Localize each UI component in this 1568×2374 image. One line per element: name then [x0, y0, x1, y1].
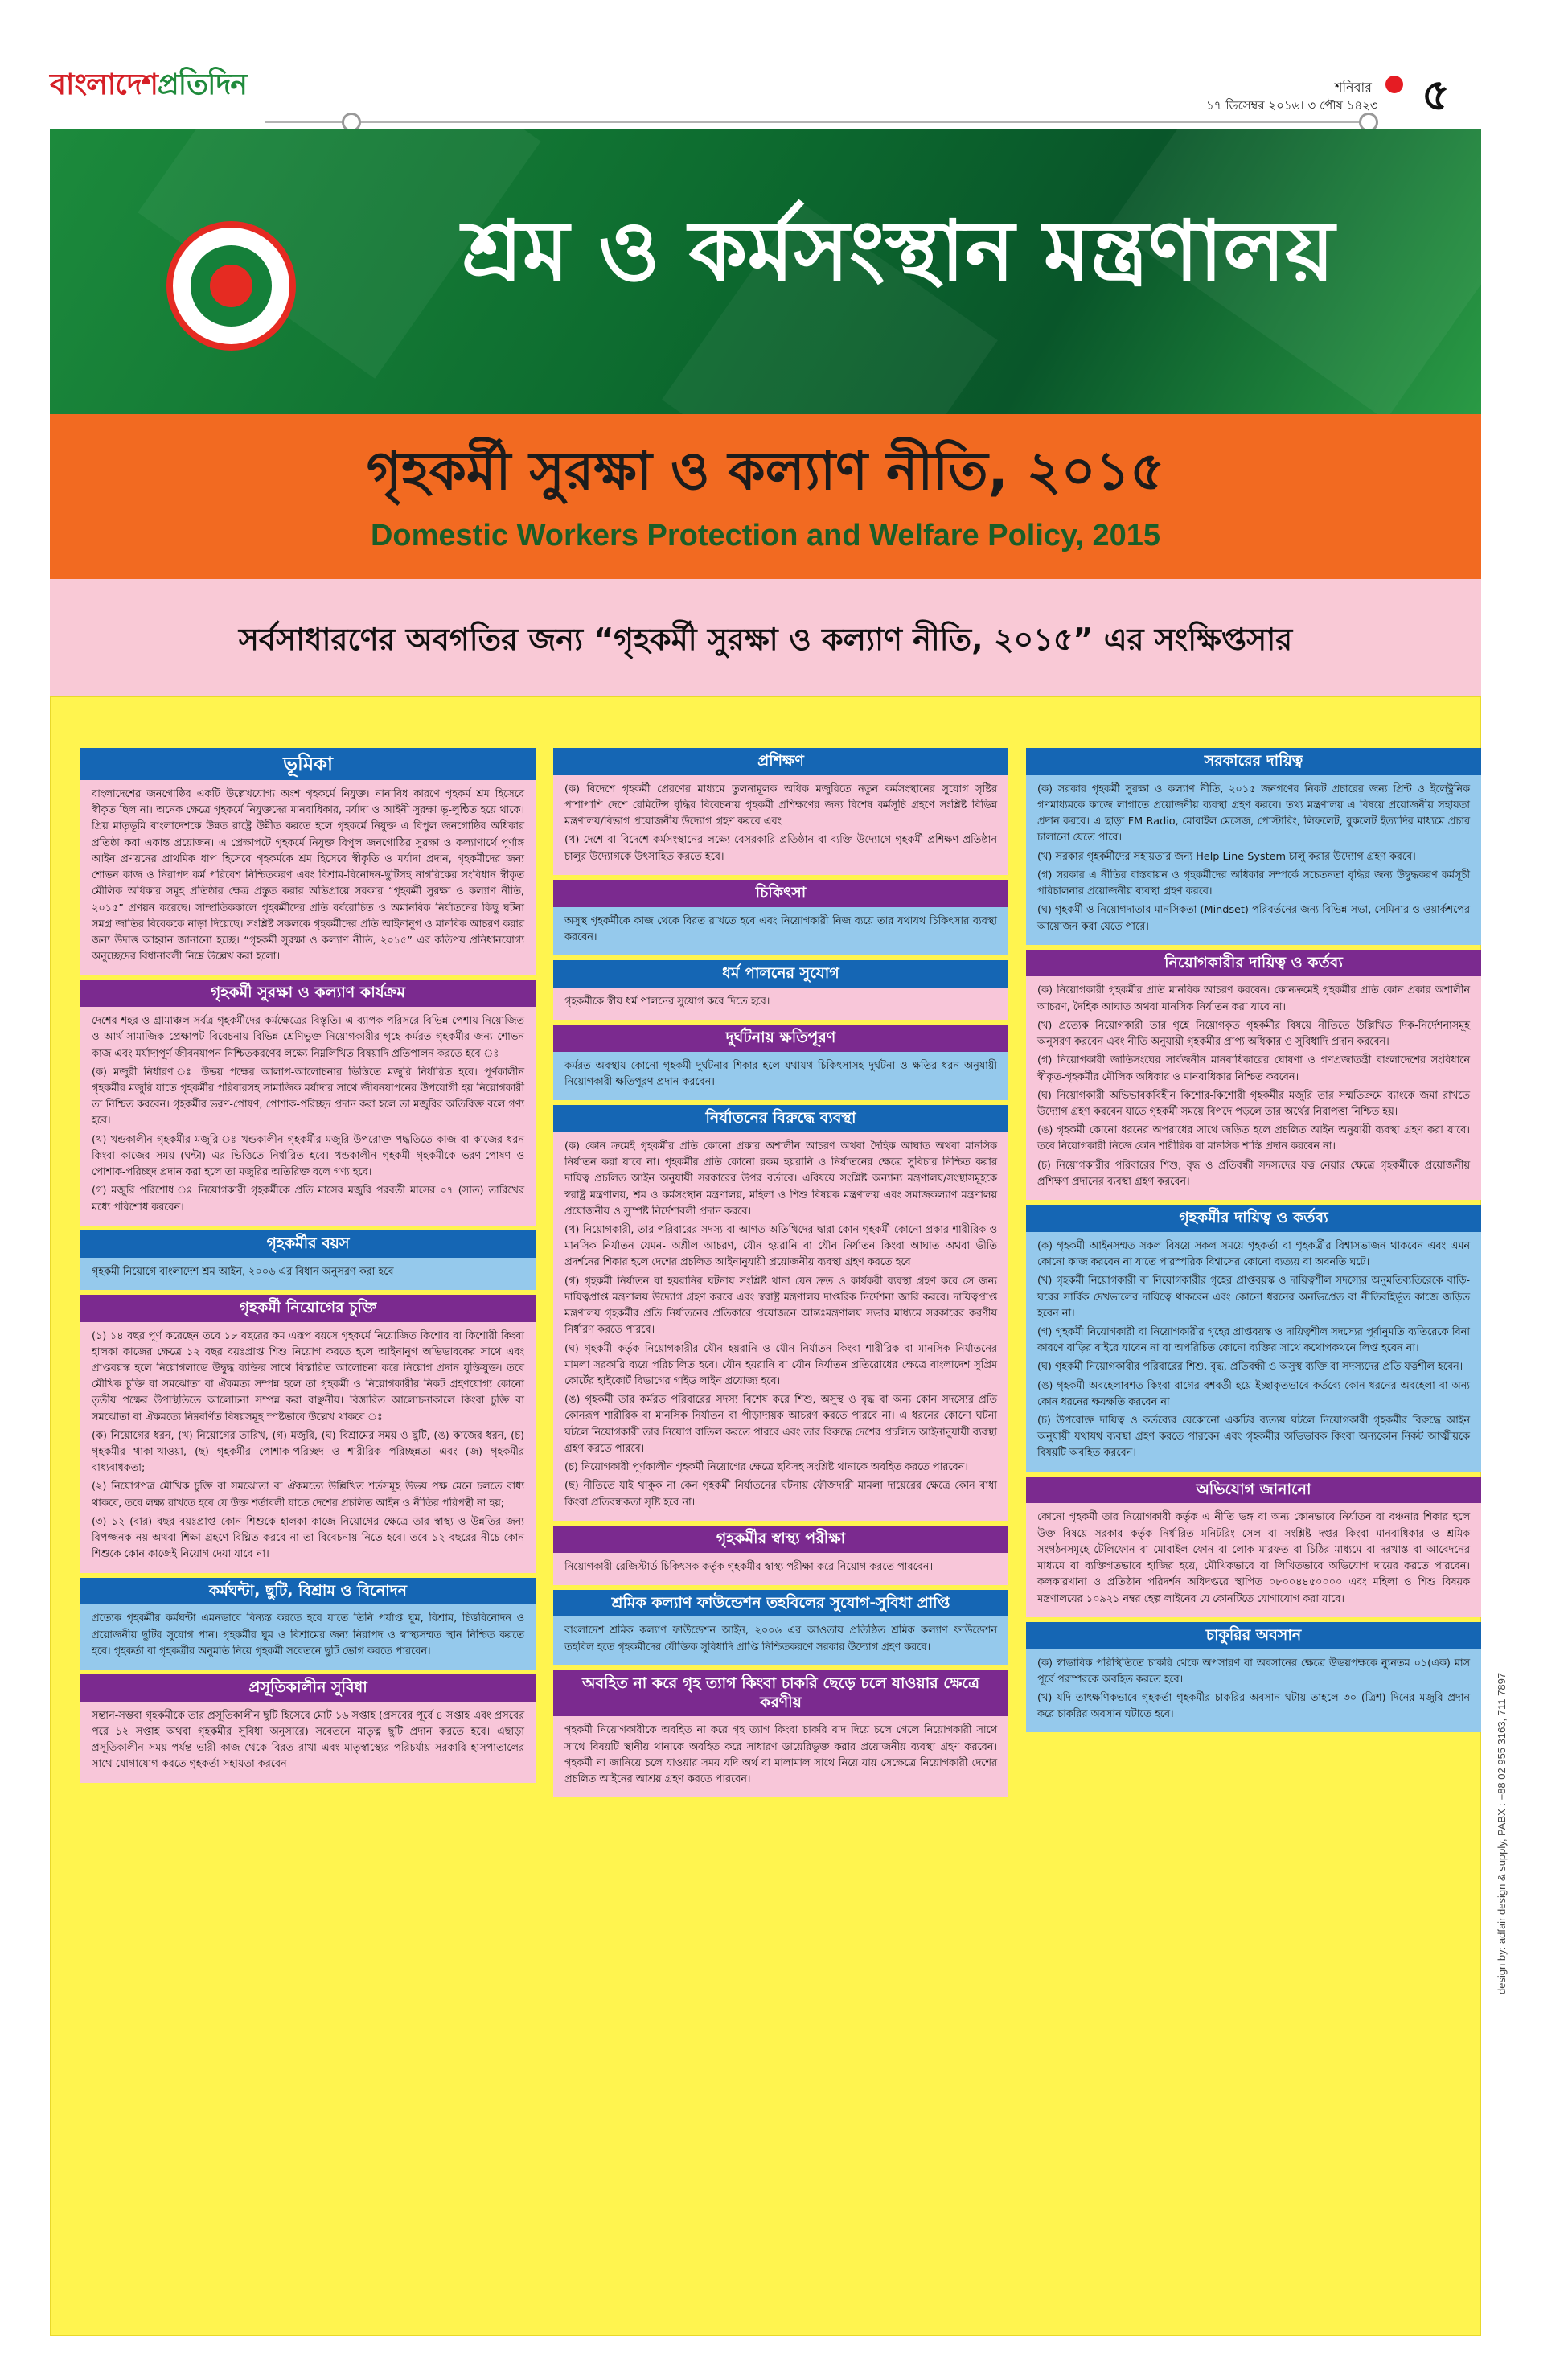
section-paragraph: দেশের শহর ও গ্রামাঞ্চল-সর্বত্র গৃহকর্মীদের কর্মক্ষেত্রের বিস্তৃতি। এ ব্যাপক পরিসরে বিভিন্ন পেশায় নিয়োজিত ও আর্থ-সামাজিক প্রেক্ষাপট বিবেচনায় বিভিন্ন শ্রেণিভুক্ত নিয়োগকারীর গৃহে কর্মরত গৃহকর্মীর জন্য শোভন কাজ এবং মর্যাদাপূর্ণ জীবনযাপন নিশ্চিতকরণের লক্ষ্যে নিম্নলিখিত বিষয়াদি প্রতিপালন করতে হবে ঃ — [92, 1015, 524, 1060]
section-paragraph: (ক) গৃহকর্মী আইনসম্মত সকল বিষয়ে সকল সময়ে গৃহকর্তা বা গৃহকর্ত্রীর বিশ্বাসভাজন থাকবেন এবং এমন কোনো কাজ করবেন না যাতে পারস্পরিক বিশ্বাসের কোনো ব্যত্যয় বা অবনতি ঘটে। — [1037, 1239, 1470, 1269]
ministry-banner — [50, 129, 1481, 414]
section-body — [1026, 976, 1481, 1200]
section-title: চাকুরির অবসান — [1026, 1622, 1481, 1649]
policy-title-english: Domestic Workers Protection and Welfare Policy, 2015 — [370, 519, 1161, 552]
section-paragraph: (গ) মজুরি পরিশোধ ঃ নিয়োগকারী গৃহকর্মীকে প্রতি মাসের মজুরি পরবর্তী মাসের ০৭ (সাত) তারিখের মধ্যে পরিশোধ করবেন। — [92, 1185, 524, 1214]
section-paragraph: (গ) সরকার এ নীতির বাস্তবায়ন ও গৃহকর্মীদের অধিকার সম্পর্কে সচেতনতা বৃদ্ধির জন্য উদ্বুদ্ধকরণ কর্মসূচী পরিচালনার প্রয়োজনীয় ব্যবস্থা গ্রহণ করবে। — [1037, 869, 1470, 898]
section-paragraph: (ক) কোন ক্রমেই গৃহকর্মীর প্রতি কোনো প্রকার অশালীন আচরণ অথবা দৈহিক আঘাত অথবা মানসিক নির্যাতন করা যাবে না। গৃহকর্মীর প্রতি কোনো রকম হয়রানি ও নির্যাতনের ক্ষেত্রে সুবিচার নিশ্চিত করার দায়িত্ব প্রচলিত আইন অনুযায়ী সরকারের উপর বর্তাবে। এবিষয়ে সংশ্লিষ্ট অন্যান্য মন্ত্রণালয়/সংস্থাসমূহকে স্বরাষ্ট্র মন্ত্রণালয়, শ্রম ও কর্মসংস্থান মন্ত্রণালয়, মহিলা ও শিশু বিষয়ক মন্ত্রণালয় এবং সমাজকল্যাণ মন্ত্রণালয় প্রয়োজনীয় ও সুস্পষ্ট নির্দেশাবলী প্রদান করবে। — [564, 1140, 997, 1218]
section-paragraph: সন্তান-সম্ভবা গৃহকর্মীকে তার প্রসূতিকালীন ছুটি হিসেবে মোট ১৬ সপ্তাহ (প্রসবের পূর্বে ৪ সপ্তাহ এবং প্রসবের পরে ১২ সপ্তাহ অথবা গৃহকর্মীর সুবিধা অনুসারে) সবেতনে মাতৃত্ব ছুটি প্রদান করতে হবে। এছাড়া প্রসূতিকালীন সময় পর্যন্ত ভারী কাজ থেকে বিরত রাখা এবং মাতৃস্বাস্থ্যের পরিচর্যায় সরকারি হাসপাতালের সাথে যোগাযোগ করতে গৃহকর্তা সহায়তা করবেন। — [92, 1709, 524, 1771]
issue-date: ১৭ ডিসেম্বর ২০১৬। ৩ পৌষ ১৪২৩ — [1206, 98, 1378, 113]
section-body — [80, 1702, 536, 1783]
summary-band — [50, 579, 1481, 696]
section-title: গৃহকর্মী নিয়োগের চুক্তি — [80, 1295, 536, 1322]
section-paragraph: (ক) নিয়োগকারী গৃহকর্মীর প্রতি মানবিক আচরণ করবেন। কোনক্রমেই গৃহকর্মীর প্রতি কোন প্রকার অশালীন আচরণ, দৈহিক আঘাত অথবা মানসিক নির্যাতন করা যাবে না। — [1037, 984, 1470, 1013]
section-body — [1026, 1232, 1481, 1472]
section-paragraph: অসুস্থ গৃহকর্মীকে কাজ থেকে বিরত রাখতে হবে এবং নিয়োগকারী নিজ ব্যয়ে তার যথাযথ চিকিৎসার ব্যবস্থা করবেন। — [564, 914, 997, 943]
section-paragraph: (গ) গৃহকর্মী নিয়োগকারী বা নিয়োগকারীর গৃহের প্রাপ্তবয়স্ক ও দায়িত্বশীল সদস্যের পূর্বানুমতি ব্যতিরেকে বিনা কারণে বাড়ির বাইরে যাবেন না বা অপরিচিত কোনো ব্যক্তির সাথে কথোপকথনে লিপ্ত হবেন না। — [1037, 1325, 1470, 1355]
masthead-rule — [265, 121, 1367, 123]
issue-day: শনিবার — [1335, 80, 1372, 95]
section-paragraph: (ঙ) গৃহকর্মী কোনো ধরনের অপরাধের সাথে জড়িত হলে প্রচলিত আইন অনুযায়ী ব্যবস্থা গ্রহণ করা যাবে। তবে নিয়োগকারী নিজে কোন শারীরিক বা মানসিক শাস্তি প্রদান করবেন না। — [1037, 1124, 1470, 1153]
section-paragraph: (ঘ) নিয়োগকারী অভিভাবকবিহীন কিশোর-কিশোরী গৃহকর্মীর মজুরি তার সম্মতিক্রমে ব্যাংকে জমা রাখতে উদ্যোগ গ্রহণ করবেন যাতে গৃহকর্মী সময়ে বিপদে পড়লে তার অর্থের নিরাপত্তা নিশ্চিত হয়। — [1037, 1089, 1470, 1118]
section-body — [80, 1604, 536, 1670]
section-title: গৃহকর্মীর বয়স — [80, 1230, 536, 1258]
section-title: অভিযোগ জানানো — [1026, 1477, 1481, 1504]
section-paragraph: (ক) সরকার গৃহকর্মী সুরক্ষা ও কল্যাণ নীতি, ২০১৫ জনগণের নিকট প্রচারের জন্য প্রিন্ট ও ইলেক্ট্রনিক গণমাধ্যমকে কাজে লাগাতে প্রয়োজনীয় ব্যবস্থা গ্রহণ করবে। তথ্য মন্ত্রণালয় এ বিষয়ে প্রয়োজনীয় সহায়তা প্রদান করবে। এ ছাড়া FM Radio, মোবাইল মেসেজ, পোস্টারিং, লিফলেট, বুকলেট ইত্যাদির মাধ্যমে প্রচার চালানো যেতে পারে। — [1037, 782, 1470, 844]
section-body — [553, 1553, 1008, 1585]
column-middle — [553, 743, 1008, 1797]
section-body — [80, 1322, 536, 1573]
column-right — [1026, 743, 1481, 1732]
section-paragraph: (ছ) নীতিতে যাই থাকুক না কেন গৃহকর্মী নির্যাতনের ঘটনায় ফৌজদারী মামলা দায়েরের ক্ষেত্রে কোন বাধা কিংবা প্রতিবন্ধকতা সৃষ্টি হবে না। — [564, 1480, 997, 1509]
section-paragraph: (খ) যদি তাৎক্ষণিকভাবে গৃহকর্তা গৃহকর্মীর চাকরির অবসান ঘটায় তাহলে ৩০ (ত্রিশ) দিনের মজুরি প্রদান করে চাকরির অবসান ঘটাতে হবে। — [1037, 1691, 1470, 1721]
section-title: গৃহকর্মীর দায়িত্ব ও কর্তব্য — [1026, 1205, 1481, 1232]
page-number: ৫ — [1422, 69, 1451, 120]
section-paragraph: (ঙ) গৃহকর্মী তার কর্মরত পরিবারের সদস্য বিশেষ করে শিশু, অসুস্থ ও বৃদ্ধ বা অন্য কোন সদস্যের প্রতি কোনরূপ শারীরিক বা মানসিক নির্যাতন বা পীড়াদায়ক আচরণ করতে পারবে না। এ ধরনের কোনো ঘটনা ঘটলে নিয়োগকারী তার নিয়োগ বাতিল করতে পারবে এবং তার বিরুদ্ধে দেশের প্রচলিত আইনানুযায়ী ব্যবস্থা গ্রহণ করতে পারবে। — [564, 1394, 997, 1455]
policy-title-band — [50, 414, 1481, 579]
section-paragraph: প্রত্যেক গৃহকর্মীর কর্মঘন্টা এমনভাবে বিন্যস্ত করতে হবে যাতে তিনি পর্যাপ্ত ঘুম, বিশ্রাম, চিত্তবিনোদন ও প্রয়োজনীয় ছুটির সুযোগ পান। গৃহকর্মীর ঘুম ও বিশ্রামের জন্য নিরাপদ ও স্বাস্থ্যসম্মত স্থান নিশ্চিত করতে হবে। গৃহকর্তা বা গৃহকর্ত্রীর অনুমতি নিয়ে গৃহকর্মী সবেতনে ছুটি ভোগ করতে পারবেন। — [92, 1612, 524, 1657]
section-body — [80, 1258, 536, 1290]
section-paragraph: (গ) নিয়োগকারী জাতিসংঘের সার্বজনীন মানবাধিকারের ঘোষণা ও গণপ্রজাতন্ত্রী বাংলাদেশের সংবিধানে স্বীকৃত-গৃহকর্মীর মৌলিক অধিকার ও মানবাধিকার নিশ্চিত করবেন। — [1037, 1054, 1470, 1083]
section-paragraph: বাংলাদেশের জনগোষ্ঠির একটি উল্লেখযোগ্য অংশ গৃহকর্মে নিযুক্ত। নানাবিধ কারণে গৃহকর্ম শ্রম হিসেবে স্বীকৃত ছিল না। অনেক ক্ষেত্রে গৃহকর্মে নিযুক্তদের মানবাধিকার, মর্যাদা ও আইনী সুরক্ষা ভূ-লুন্ঠিত হয়ে থাকে। প্রিয় মাতৃভূমি বাংলাদেশকে উন্নত রাষ্ট্রে উন্নীত করতে হলে গৃহকর্মে নিযুক্ত এ বিপুল জনগোষ্ঠির অধিকার প্রতিষ্ঠা করা একান্ত প্রয়োজন। এ প্রেক্ষাপটে গৃহকর্মে নিযুক্ত বিপুল জনগোষ্ঠির সুরক্ষা ও কল্যাণার্থে পূর্ণাঙ্গ আইন প্রণয়নের প্রাথমিক ধাপ হিসেবে গৃহকর্মকে শ্রম হিসেবে স্বীকৃতি ও মর্যাদা প্রদান, গৃহকর্মীদের জন্য শোভন কাজ ও নিরাপদ কর্ম পরিবেশ নিশ্চিতকরণ এবং বিশ্রাম-বিনোদন-ছুটিসহ নাগরিকের সংবিধান স্বীকৃত মৌলিক অধিকার সমূহ প্রতিষ্ঠার ক্ষেত্র প্রস্তুত করার অভিপ্রায়ে সরকার “গৃহকর্মী সুরক্ষা ও কল্যাণ নীতি, ২০১৫” প্রণয়ন করেছে। সাম্প্রতিককালে গৃহকর্মীদের প্রতি বর্বরোচিত ও অমানবিক নির্যাতনের কিছু ঘটনা সমগ্র জাতির বিবেককে নাড়া দিয়েছে। সংশ্লিষ্ট সকলকে গৃহকর্মীদের প্রতি আইনানুগ ও মানবিক আচরণ করার জন্য উদাত্ত আহ্বান জানানো হচ্ছে। “গৃহকর্মী সুরক্ষা ও কল্যাণ নীতি, ২০১৫” এর কতিপয় প্রনিধানযোগ্য অনুচ্ছেদের বিধানাবলী নিম্নে উল্লেখ করা হলো। — [92, 788, 524, 963]
logo-part-a: বাংলাদেশ — [50, 68, 158, 101]
section-paragraph: বাংলাদেশ শ্রমিক কল্যাণ ফাউন্ডেশন আইন, ২০০৬ এর আওতায় প্রতিষ্ঠিত শ্রমিক কল্যাণ ফাউন্ডেশন তহবিল হতে গৃহকর্মীদের যৌক্তিক সুবিধাদি প্রাপ্তি নিশ্চিতকরণে সরকার উদ্যোগ গ্রহণ করবে। — [564, 1624, 997, 1653]
seal-inner — [191, 245, 272, 327]
section-title: ধর্ম পালনের সুযোগ — [553, 960, 1008, 988]
section-paragraph: গৃহকর্মীকে স্বীয় ধর্ম পালনের সুযোগ করে দিতে হবে। — [564, 995, 770, 1008]
section-body — [553, 1716, 1008, 1797]
column-left — [80, 743, 536, 1783]
section-paragraph: (খ) খন্ডকালীন গৃহকর্মীর মজুরি ঃ খন্ডকালীন গৃহকর্মীর মজুরি উপরোক্ত পদ্ধতিতে কাজ বা কাজের ধরন কিংবা কাজের সময় (ঘন্টা) এর ভিত্তিতে নির্ধারিত হবে। খন্ডকালীন গৃহকর্মী গৃহকর্মীকে ভরণ-পোষণ ও পোশাক-পরিচ্ছদ প্রদান করা হলে তা মজুরির অতিরিক্ত বলে গণ্য হবে। — [92, 1133, 524, 1179]
summary-heading: সর্বসাধারণের অবগতির জন্য “গৃহকর্মী সুরক্ষা ও কল্যাণ নীতি, ২০১৫” এর সংক্ষিপ্তসার — [238, 622, 1293, 657]
section-paragraph: (ক) মজুরী নির্ধারণ ঃ উভয় পক্ষের আলাপ-আলোচনার ভিত্তিতে মজুরি নির্ধারিত হবে। পূর্ণকালীন গৃহকর্মীর মজুরি যাতে গৃহকর্মীর পরিবারসহ সামাজিক মর্যাদার সাথে জীবনযাপনের উপযোগী হয় নিয়োগকারী তা নিশ্চিত করবেন। গৃহকর্মীর ভরণ-পোষণ, পোশাক-পরিচ্ছদ প্রদান করা হলে তা মজুরির অতিরিক্ত বলে গণ্য হবে। — [92, 1066, 524, 1127]
section-body — [553, 907, 1008, 955]
seal-disc — [210, 265, 252, 307]
section-paragraph: (ক) বিদেশে গৃহকর্মী প্রেরণের মাধ্যমে তুলনামূলক অধিক মজুরিতে নতুন কর্মসংস্থানের সুযোগ সৃষ্টির পাশাপাশি দেশে রেমিটেন্স বৃদ্ধির বিবেচনায় গৃহকর্মী প্রশিক্ষণের জন্য বিশেষ কর্মসূচি গ্রহণে সংশ্লিষ্ট বিভিন্ন মন্ত্রণালয়/বিভাগ প্রয়োজনীয় উদ্যোগ গ্রহণ করবে এবং — [564, 782, 997, 828]
section-title: গৃহকর্মীর স্বাস্থ্য পরীক্ষা — [553, 1526, 1008, 1553]
policy-title-bangla: গৃহকর্মী সুরক্ষা ও কল্যাণ নীতি, ২০১৫ — [366, 440, 1165, 502]
section-title: চিকিৎসা — [553, 880, 1008, 907]
section-title: দুর্ঘটনায় ক্ষতিপূরণ — [553, 1025, 1008, 1052]
section-title: শ্রমিক কল্যাণ ফাউন্ডেশন তহবিলের সুযোগ-সুবিধা প্রাপ্তি — [553, 1590, 1008, 1617]
design-credit: design by: adfair design & supply, PABX : +88 02 955 3163, 711 7897 — [1496, 1672, 1508, 1994]
section-paragraph: গৃহকর্মী নিয়োগে বাংলাদেশ শ্রম আইন, ২০০৬ এর বিধান অনুসরণ করা হবে। — [92, 1265, 398, 1278]
section-paragraph: (ঘ) গৃহকর্মী ও নিয়োগদাতার মানসিকতা (Mindset) পরিবর্তনের জন্য বিভিন্ন সভা, সেমিনার ও ওয়ার্কশপের আয়োজন করা যেতে পারে। — [1037, 904, 1470, 933]
section-paragraph: (২) নিয়োগপত্র মৌখিক চুক্তি বা সমঝোতা বা ঐকমত্যে উল্লিখিত শর্তসমূহ উভয় পক্ষ মেনে চলতে বাধ্য থাকবে, তবে লক্ষ্য রাখতে হবে যে উক্ত শর্তাবলী যাতে দেশের প্রচলিত আইন ও নীতির পরিপন্থী না হয়; — [92, 1481, 524, 1509]
section-body — [553, 1052, 1008, 1100]
section-paragraph: (১) ১৪ বছর পূর্ণ করেছেন তবে ১৮ বছরের কম এরূপ বয়সে গৃহকর্মে নিয়োজিত কিশোর বা কিশোরী কিংবা হালকা কাজের ক্ষেত্রে ১২ বছর বয়ঃপ্রাপ্ত শিশু নিয়োগ করতে হলে আইনানুগ অভিভাবকের সাথে এবং প্রাপ্তবয়স্ক হলে নিয়োগলাভে উদ্বুদ্ধ ব্যক্তির সাথে বিস্তারিত আলোচনা করে নিয়োগ প্রদান যুক্তিযুক্ত। তবে মৌখিক চুক্তি বা সমঝোতা বা ঐকমত্য সম্পন্ন হলে তা গৃহকর্মী ও নিয়োগকারীর নিকট গ্রহণযোগ্য কোনো তৃতীয় পক্ষের উপস্থিতিতে আলোচনা সম্পন্ন করা বাঞ্ছনীয়। বিস্তারিত আলোচনাকালে কিংবা চুক্তি বা সমঝোতা বা ঐকমত্যে নিম্নবর্ণিত বিষয়সমূহ স্পষ্টভাবে উল্লেখ থাকবে ঃ — [92, 1329, 524, 1423]
section-paragraph: (ক) নিয়োগের ধরন, (খ) নিয়োগের তারিখ, (গ) মজুরি, (ঘ) বিশ্রামের সময় ও ছুটি, (ঙ) কাজের ধরন, (চ) গৃহকর্মীর থাকা-খাওয়া, (ছ) গৃহকর্মীর পোশাক-পরিচ্ছদ ও শারীরিক পরিচ্ছন্নতা এবং (জ) গৃহকর্মীর বাধ্যবাধকতা; — [92, 1429, 524, 1475]
section-title: কর্মঘন্টা, ছুটি, বিশ্রাম ও বিনোদন — [80, 1578, 536, 1605]
section-paragraph: কোনো গৃহকর্মী তার নিয়োগকারী কর্তৃক এ নীতি ভঙ্গ বা অন্য কোনভাবে নির্যাতন বা বঞ্চনার শিকার হলে উক্ত বিষয়ে সরকার কর্তৃক নির্ধারিত মনিটরিং সেল বা সংশ্লিষ্ট দপ্তর কিংবা মানবাধিকার ও শ্রমিক সংগঠনসমূহে টেলিফোন বা মোবাইল ফোন বা লোক মারফত বা চিঠির মাধ্যমে বা দরখাস্ত বা আবেদনের মাধ্যমে বা ব্যক্তিগতভাবে হাজির হয়ে, মৌখিকভাবে বা লিখিতভাবে অভিযোগ দায়ের করতে পারবেন। কলকারখানা ও প্রতিষ্ঠান পরিদর্শন অধিদপ্তরে স্থাপিত ০৮০০৪৪৫০০০০ এবং মহিলা ও শিশু বিষয়ক মন্ত্রণালয়ের ১০৯২১ নম্বর হেল্প লাইনের যে কোনটিতে যোগাযোগ করা যাবে। — [1037, 1511, 1470, 1605]
section-body — [1026, 775, 1481, 945]
section-title: ভূমিকা — [80, 748, 536, 780]
section-title: নির্যাতনের বিরুদ্ধে ব্যবস্থা — [553, 1105, 1008, 1132]
section-paragraph: (ঘ) গৃহকর্মী কর্তৃক নিয়োগকারীর যৌন হয়রানি ও যৌন নির্যাতন কিংবা শারীরিক বা মানসিক নির্যাতনের মামলা সরকারি ব্যয়ে পরিচালিত হবে। যৌন হয়রানি বা যৌন নির্যাতন প্রতিরোধের ক্ষেত্রে বাংলাদেশ সুপ্রিম কোর্টের হাইকোর্ট বিভাগের গাইড লাইন প্রযোজ্য হবে। — [564, 1342, 997, 1387]
logo-part-b: প্রতিদিন — [157, 68, 247, 101]
section-paragraph: কর্মরত অবস্থায় কোনো গৃহকর্মী দুর্ঘটনার শিকার হলে যথাযথ চিকিৎসাসহ দুর্ঘটনা ও ক্ষতির ধরন অনুযায়ী নিয়োগকারী ক্ষতিপূরণ প্রদান করবেন। — [564, 1059, 997, 1088]
section-title: গৃহকর্মী সুরক্ষা ও কল্যাণ কার্যক্রম — [80, 980, 536, 1007]
section-title: নিয়োগকারীর দায়িত্ব ও কর্তব্য — [1026, 950, 1481, 977]
section-body — [80, 780, 536, 975]
section-title: প্রশিক্ষণ — [553, 748, 1008, 775]
section-title: অবহিত না করে গৃহ ত্যাগ কিংবা চাকরি ছেড়ে চলে যাওয়ার ক্ষেত্রে করণীয় — [553, 1670, 1008, 1717]
section-paragraph: (চ) উপরোক্ত দায়িত্ব ও কর্তব্যের যেকোনো একটির ব্যত্যয় ঘটলে নিয়োগকারী গৃহকর্মীর বিরুদ্ধে আইন অনুযায়ী যথাযথ ব্যবস্থা গ্রহণ করতে পারবেন এবং গৃহকর্মীর অভিভাবক কিংবা অন্যকোন নিকট আত্মীয়কে বিষয়টি অবহিত করবেন। — [1037, 1415, 1470, 1460]
section-paragraph: (চ) নিয়োগকারীর পরিবারের শিশু, বৃদ্ধ ও প্রতিবন্ধী সদস্যদের যত্ন নেয়ার ক্ষেত্রে গৃহকর্মীকে প্রয়োজনীয় প্রশিক্ষণ প্রদানের ব্যবস্থা গ্রহণ করবেন। — [1037, 1159, 1470, 1188]
section-paragraph: (খ) প্রত্যেক নিয়োগকারী তার গৃহে নিয়োগকৃত গৃহকর্মীর বিষয়ে নীতিতে উল্লিখিত দিক-নির্দেশনাসমূহ অনুসরণ করবেন এবং নীতি অনুযায়ী গৃহকর্মীর প্রাপ্য অধিকার ও সুবিধাদি প্রদান করবেন। — [1037, 1019, 1470, 1049]
section-paragraph: নিয়োগকারী রেজিস্টার্ড চিকিৎসক কর্তৃক গৃহকর্মীর স্বাস্থ্য পরীক্ষা করে নিয়োগ করতে পারবেন। — [564, 1560, 934, 1573]
section-paragraph: (ক) স্বাভাবিক পরিস্থিতিতে চাকরি থেকে অপসারণ বা অবসানের ক্ষেত্রে উভয়পক্ষকে ন্যুনতম ০১(এক) মাস পূর্বে পরস্পরকে অবহিত করতে হবে। — [1037, 1657, 1470, 1686]
section-paragraph: (গ) গৃহকর্মী নির্যাতন বা হয়রানির ঘটনায় সংশ্লিষ্ট থানা যেন দ্রুত ও কার্যকরী ব্যবস্থা গ্রহণ করে সে জন্য দায়িত্বপ্রাপ্ত মন্ত্রণালয় উদ্যোগ গ্রহণ করবে এবং স্বরাষ্ট্র মন্ত্রণালয় দাপ্তরিক নির্দেশনা জারি করবে। দায়িত্বপ্রাপ্ত মন্ত্রণালয় গৃহকর্মীর প্রতি নির্যাতনের প্রতিকারে প্রয়োজনে আন্তঃমন্ত্রণালয় সভার মাধ্যমে সরকারের করণীয় নির্ধারণ করতে পারবে। — [564, 1275, 997, 1337]
section-body — [80, 1007, 536, 1226]
government-seal-icon — [166, 221, 296, 351]
section-body — [1026, 1649, 1481, 1733]
page-dot-icon — [1385, 76, 1403, 93]
section-paragraph: গৃহকর্মী নিয়োগকারীকে অবহিত না করে গৃহ ত্যাগ কিংবা চাকরি বাদ দিয়ে চলে গেলে নিয়োগকারী সাথে সাথে বিষয়টি স্থানীয় থানাকে অবহিত করে সাধারণ ডায়েরিভুক্ত করার প্রয়োজনীয় ব্যবস্থা গ্রহণ করবেন। গৃহকর্মী না জানিয়ে চলে যাওয়ার সময় যদি অর্থ বা মালামাল সাথে নিয়ে যায় সেক্ষেত্রে নিয়োগকারী দেশের প্রচলিত আইনের আশ্রয় গ্রহণ করতে পারবেন। — [564, 1724, 997, 1786]
section-paragraph: (খ) দেশে বা বিদেশে কর্মসংস্থানের লক্ষ্যে বেসরকারি প্রতিষ্ঠান বা ব্যক্তি উদ্যোগে গৃহকর্মী প্রশিক্ষণ প্রতিষ্ঠান চালুর উদ্যোগকে উৎসাহিত করতে হবে। — [564, 834, 997, 863]
section-paragraph: (চ) নিয়োগকারী পূর্ণকালীন গৃহকর্মী নিয়োগের ক্ষেত্রে ছবিসহ সংশ্লিষ্ট থানাকে অবহিত করতে পারবেন। — [564, 1461, 968, 1474]
section-body — [553, 988, 1008, 1020]
section-title: সরকারের দায়িত্ব — [1026, 748, 1481, 775]
newspaper-masthead — [0, 0, 1568, 121]
section-paragraph: (খ) নিয়োগকারী, তার পরিবারের সদস্য বা আগত অতিথিদের দ্বারা কোন গৃহকর্মী কোনো প্রকার শারীরিক ও মানসিক নির্যাতন যেমন- অশ্লীল আচরণ, যৌন হয়রানি বা যৌন নির্যাতন কিংবা আঘাত অথবা ভীতি প্রদর্শনের শিকার হলে দেশের প্রচলিত আইনানুযায়ী প্রয়োজনীয় ব্যবস্থা গ্রহণ করতে হবে। — [564, 1224, 997, 1269]
section-paragraph: (৩) ১২ (বার) বছর বয়ঃপ্রাপ্ত কোন শিশুকে হালকা কাজে নিয়োগের ক্ষেত্রে তার স্বাস্থ্য ও উন্নতির জন্য বিপজ্জনক নয় অথবা শিক্ষা গ্রহণে বিঘ্নিত করবে না তা বিবেচনায় নিতে হবে। তবে ১২ বছরের নীচে কোন শিশুকে কোন কাজেই নিয়োগ দেয়া যাবে না। — [92, 1515, 524, 1561]
section-body — [1026, 1503, 1481, 1616]
section-paragraph: (ঘ) গৃহকর্মী নিয়োগকারীর পরিবারের শিশু, বৃদ্ধ, প্রতিবন্ধী ও অসুস্থ ব্যক্তি বা সদস্যদের প্রতি যত্নশীল হবেন। — [1037, 1361, 1463, 1374]
section-body — [553, 1132, 1008, 1521]
ministry-title: শ্রম ও কর্মসংস্থান মন্ত্রণালয় — [462, 202, 1335, 300]
section-paragraph: (খ) গৃহকর্মী নিয়োগকারী বা নিয়োগকারীর গৃহের প্রাপ্তবয়স্ক ও দায়িত্বশীল সদস্যের অনুমতিব্যতিরেকে বাড়ি-ঘরের সার্বিক দেখভালের দায়িত্বে থাকবেন এবং কোনো ধরনের অনভিপ্রেত বা নীতিবহির্ভূত কাজে জড়িত হবেন না। — [1037, 1275, 1470, 1320]
section-title: প্রসূতিকালীন সুবিধা — [80, 1674, 536, 1702]
section-body — [553, 775, 1008, 875]
section-body — [553, 1616, 1008, 1665]
newspaper-logo — [50, 63, 247, 111]
section-paragraph: (খ) সরকার গৃহকর্মীদের সহায়তার জন্য Help Line System চালু করার উদ্যোগ গ্রহণ করবে। — [1037, 850, 1416, 863]
section-paragraph: (ঙ) গৃহকর্মী অবহেলাবশত কিংবা রাগের বশবর্তী হয়ে ইচ্ছাকৃতভাবে কর্তব্যে কোন ধরনের অবহেলা বা অন্য কোন ধরনের ক্ষয়ক্ষতি করবেন না। — [1037, 1379, 1470, 1408]
